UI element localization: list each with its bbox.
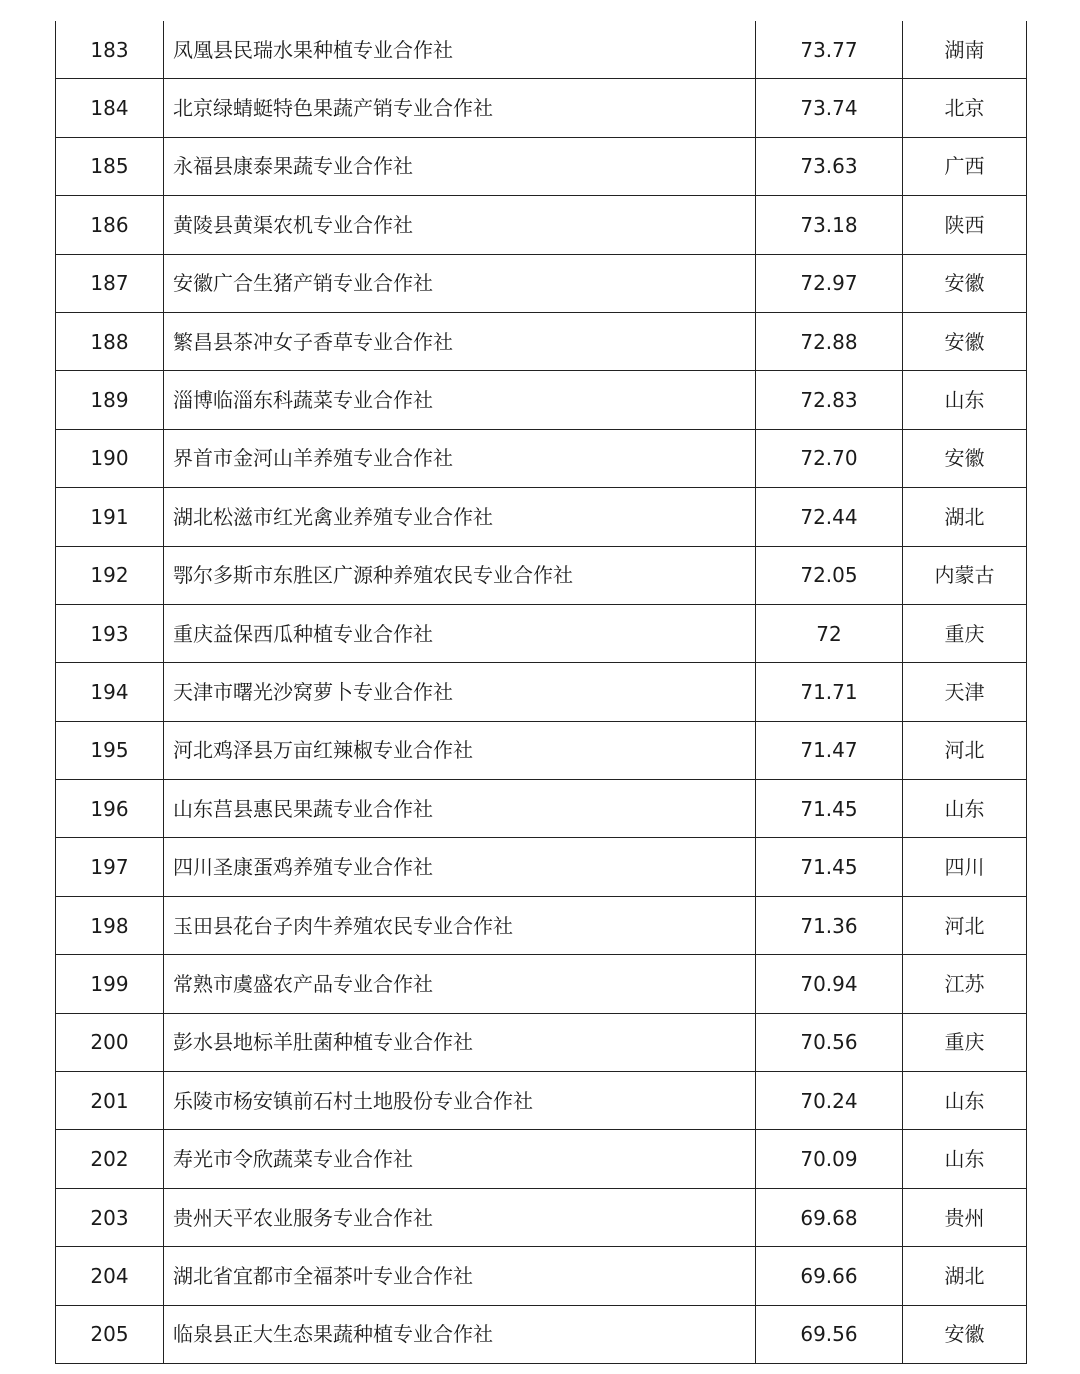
cooperative-name-cell: 凤凰县民瑞水果种植专业合作社: [164, 21, 756, 79]
score-cell: 71.45: [756, 838, 903, 896]
region-cell: 山东: [903, 1072, 1027, 1130]
score-cell: 71.45: [756, 780, 903, 838]
rank-cell: 203: [56, 1188, 164, 1246]
rank-cell: 202: [56, 1130, 164, 1188]
score-cell: 72.97: [756, 254, 903, 312]
region-cell: 天津: [903, 663, 1027, 721]
rank-cell: 184: [56, 79, 164, 137]
cooperative-name-cell: 安徽广合生猪产销专业合作社: [164, 254, 756, 312]
table-row: [56, 371, 1027, 429]
cooperative-name-cell: 乐陵市杨安镇前石村土地股份专业合作社: [164, 1072, 756, 1130]
rank-cell: 185: [56, 137, 164, 195]
region-cell: 重庆: [903, 1013, 1027, 1071]
region-cell: 安徽: [903, 1305, 1027, 1363]
score-cell: 73.18: [756, 196, 903, 254]
table-row: [56, 896, 1027, 954]
rank-cell: 201: [56, 1072, 164, 1130]
rank-cell: 198: [56, 896, 164, 954]
cooperative-name-cell: 四川圣康蛋鸡养殖专业合作社: [164, 838, 756, 896]
rank-cell: 195: [56, 721, 164, 779]
score-cell: 72.44: [756, 488, 903, 546]
rank-cell: 188: [56, 312, 164, 370]
cooperative-name-cell: 河北鸡泽县万亩红辣椒专业合作社: [164, 721, 756, 779]
region-cell: 安徽: [903, 254, 1027, 312]
cooperative-name-cell: 黄陵县黄渠农机专业合作社: [164, 196, 756, 254]
cooperative-name-cell: 鄂尔多斯市东胜区广源种养殖农民专业合作社: [164, 546, 756, 604]
table-row: [56, 137, 1027, 195]
score-cell: 72.83: [756, 371, 903, 429]
table-row: [56, 1305, 1027, 1363]
table-row: [56, 312, 1027, 370]
score-cell: 70.09: [756, 1130, 903, 1188]
score-cell: 72.05: [756, 546, 903, 604]
region-cell: 重庆: [903, 604, 1027, 662]
region-cell: 湖北: [903, 488, 1027, 546]
table-row: [56, 721, 1027, 779]
cooperative-name-cell: 湖北省宜都市全福茶叶专业合作社: [164, 1247, 756, 1305]
region-cell: 安徽: [903, 312, 1027, 370]
table-row: [56, 1072, 1027, 1130]
cooperative-name-cell: 天津市曙光沙窝萝卜专业合作社: [164, 663, 756, 721]
score-cell: 70.24: [756, 1072, 903, 1130]
table-row: [56, 780, 1027, 838]
score-cell: 73.63: [756, 137, 903, 195]
rank-cell: 187: [56, 254, 164, 312]
region-cell: 广西: [903, 137, 1027, 195]
region-cell: 北京: [903, 79, 1027, 137]
region-cell: 河北: [903, 896, 1027, 954]
cooperative-name-cell: 临泉县正大生态果蔬种植专业合作社: [164, 1305, 756, 1363]
region-cell: 山东: [903, 780, 1027, 838]
region-cell: 四川: [903, 838, 1027, 896]
rank-cell: 189: [56, 371, 164, 429]
table-row: [56, 79, 1027, 137]
region-cell: 河北: [903, 721, 1027, 779]
table-row: [56, 955, 1027, 1013]
cooperative-name-cell: 淄博临淄东科蔬菜专业合作社: [164, 371, 756, 429]
score-cell: 69.56: [756, 1305, 903, 1363]
score-cell: 71.36: [756, 896, 903, 954]
table-row: [56, 1130, 1027, 1188]
table-row: [56, 1247, 1027, 1305]
region-cell: 湖北: [903, 1247, 1027, 1305]
rank-cell: 199: [56, 955, 164, 1013]
rank-cell: 196: [56, 780, 164, 838]
cooperative-name-cell: 常熟市虞盛农产品专业合作社: [164, 955, 756, 1013]
score-cell: 69.66: [756, 1247, 903, 1305]
cooperative-name-cell: 彭水县地标羊肚菌种植专业合作社: [164, 1013, 756, 1071]
table-row: [56, 254, 1027, 312]
region-cell: 湖南: [903, 21, 1027, 79]
cooperative-name-cell: 繁昌县茶冲女子香草专业合作社: [164, 312, 756, 370]
score-cell: 71.47: [756, 721, 903, 779]
rank-cell: 193: [56, 604, 164, 662]
rank-cell: 205: [56, 1305, 164, 1363]
score-cell: 72.70: [756, 429, 903, 487]
score-cell: 72.88: [756, 312, 903, 370]
cooperative-name-cell: 湖北松滋市红光禽业养殖专业合作社: [164, 488, 756, 546]
cooperative-name-cell: 寿光市令欣蔬菜专业合作社: [164, 1130, 756, 1188]
table-row: [56, 429, 1027, 487]
region-cell: 江苏: [903, 955, 1027, 1013]
cooperative-name-cell: 玉田县花台子肉牛养殖农民专业合作社: [164, 896, 756, 954]
region-cell: 陕西: [903, 196, 1027, 254]
table-row: [56, 196, 1027, 254]
score-cell: 69.68: [756, 1188, 903, 1246]
rank-cell: 200: [56, 1013, 164, 1071]
score-cell: 73.74: [756, 79, 903, 137]
table-row: [56, 663, 1027, 721]
rank-cell: 192: [56, 546, 164, 604]
cooperative-name-cell: 北京绿蜻蜓特色果蔬产销专业合作社: [164, 79, 756, 137]
cooperative-name-cell: 界首市金河山羊养殖专业合作社: [164, 429, 756, 487]
rank-cell: 186: [56, 196, 164, 254]
score-cell: 72: [756, 604, 903, 662]
cooperative-name-cell: 贵州天平农业服务专业合作社: [164, 1188, 756, 1246]
cooperative-name-cell: 山东莒县惠民果蔬专业合作社: [164, 780, 756, 838]
ranking-table-body: [56, 21, 1027, 1363]
score-cell: 73.77: [756, 21, 903, 79]
table-row: [56, 488, 1027, 546]
rank-cell: 191: [56, 488, 164, 546]
rank-cell: 183: [56, 21, 164, 79]
table-row: [56, 604, 1027, 662]
score-cell: 70.56: [756, 1013, 903, 1071]
cooperative-name-cell: 重庆益保西瓜种植专业合作社: [164, 604, 756, 662]
region-cell: 贵州: [903, 1188, 1027, 1246]
region-cell: 山东: [903, 1130, 1027, 1188]
cooperative-ranking-table: [55, 21, 1027, 1364]
rank-cell: 204: [56, 1247, 164, 1305]
table-row: [56, 546, 1027, 604]
table-row: [56, 1188, 1027, 1246]
region-cell: 安徽: [903, 429, 1027, 487]
region-cell: 山东: [903, 371, 1027, 429]
rank-cell: 194: [56, 663, 164, 721]
table-row: [56, 838, 1027, 896]
score-cell: 71.71: [756, 663, 903, 721]
rank-cell: 197: [56, 838, 164, 896]
cooperative-name-cell: 永福县康泰果蔬专业合作社: [164, 137, 756, 195]
rank-cell: 190: [56, 429, 164, 487]
score-cell: 70.94: [756, 955, 903, 1013]
table-row: [56, 1013, 1027, 1071]
region-cell: 内蒙古: [903, 546, 1027, 604]
table-row: [56, 21, 1027, 79]
